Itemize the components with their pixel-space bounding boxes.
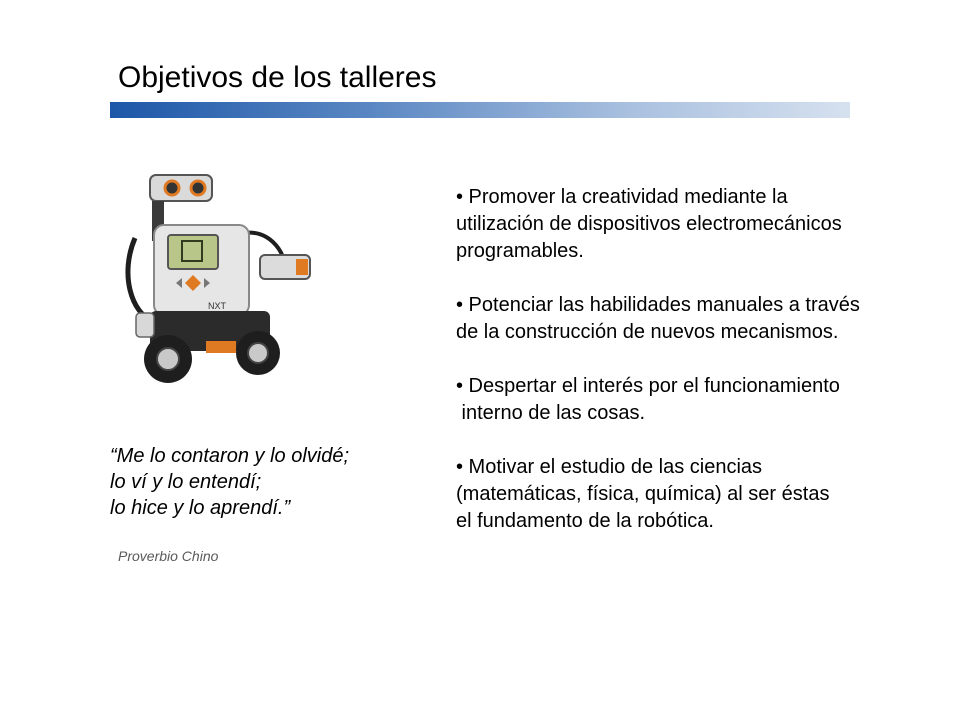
robot-orange-axle bbox=[206, 341, 236, 353]
robot-cable bbox=[128, 238, 155, 323]
quote bbox=[110, 443, 349, 521]
robot-motor bbox=[136, 313, 154, 337]
objective-line: (matemáticas, física, química) al ser éstas bbox=[456, 483, 830, 505]
robot-wheel-hub bbox=[157, 348, 179, 370]
robot-brick-label: NXT bbox=[208, 301, 226, 311]
quote-line: lo hice y lo aprendí.” bbox=[110, 497, 291, 519]
objective-line: • Potenciar las habilidades manuales a través bbox=[456, 294, 860, 316]
objective-line: • Promover la creatividad mediante la bbox=[456, 186, 788, 208]
robot-wheel-hub bbox=[248, 343, 268, 363]
objective-line: interno de las cosas. bbox=[456, 402, 645, 424]
objective-line: utilización de dispositivos electromecánicos bbox=[456, 213, 842, 235]
objective-item bbox=[456, 454, 946, 535]
robot-image bbox=[110, 163, 340, 393]
robot-touch-sensor-tip bbox=[296, 259, 308, 275]
objective-line: el fundamento de la robótica. bbox=[456, 510, 714, 532]
objective-line: de la construcción de nuevos mecanismos. bbox=[456, 321, 839, 343]
objective-line: programables. bbox=[456, 240, 584, 262]
objective-line: • Despertar el interés por el funcionamiento bbox=[456, 375, 840, 397]
objective-item bbox=[456, 292, 946, 346]
robot-sensor-eye bbox=[165, 181, 179, 195]
objective-item bbox=[456, 184, 946, 265]
title-underline-bar bbox=[110, 102, 850, 118]
objective-item bbox=[456, 373, 946, 427]
objective-line: • Motivar el estudio de las ciencias bbox=[456, 456, 763, 478]
robot-sensor-eye bbox=[191, 181, 205, 195]
slide-title: Objetivos de los talleres bbox=[118, 61, 437, 94]
quote-line: “Me lo contaron y lo olvidé; bbox=[110, 445, 350, 467]
objectives-list bbox=[456, 184, 946, 562]
quote-attribution: Proverbio Chino bbox=[118, 548, 219, 564]
quote-line: lo ví y lo entendí; bbox=[110, 471, 262, 493]
